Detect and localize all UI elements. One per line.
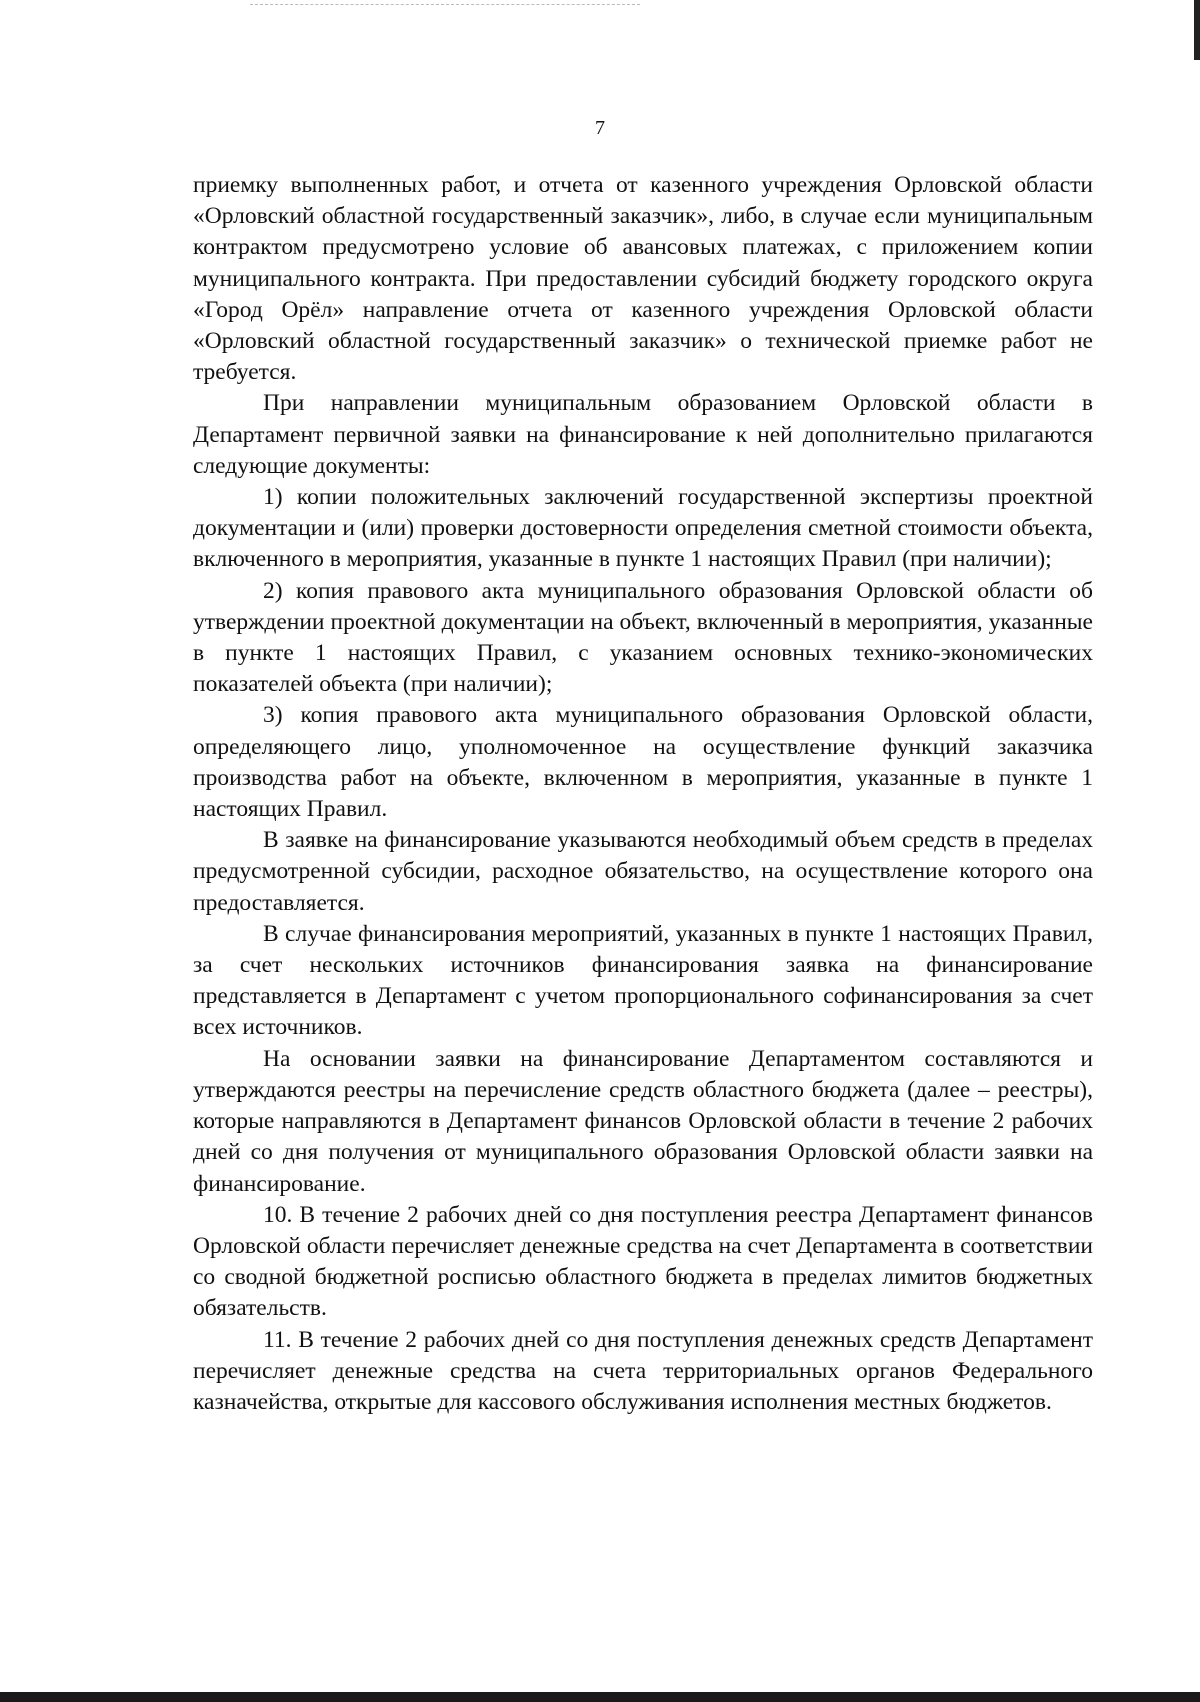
scan-artifact-bottom-bar [0, 1692, 1200, 1702]
page-number: 7 [595, 117, 605, 139]
paragraph-primary-application: При направлении муниципальным образованием Орловской области в Департамент первичной заявки на финансирование к ней дополнительно прилагаются следующие документы: [193, 390, 1093, 479]
list-item-1: 1) копии положительных заключений государственной экспертизы проектной документации и (или) проверки достоверности определения сметной стоимости объекта, включенного в мероприятия, указанные в пункте 1 настоящих Правил (при наличии); [193, 484, 1093, 573]
paragraph-clause-10: 10. В течение 2 рабочих дней со дня поступления реестра Департамент финансов Орловской области перечисляет денежные средства на счет Департамента в соответствии со сводной бюджетной росписью областного бюджета в пределах лимитов бюджетных обязательств. [193, 1201, 1093, 1322]
paragraph-application-contents: В заявке на финансирование указываются необходимый объем средств в пределах предусмотренной субсидии, расходное обязательство, на осуществление которого она предоставляется. [193, 827, 1093, 916]
paragraph-continuation: приемку выполненных работ, и отчета от казенного учреждения Орловской области «Орловский областной государственный заказчик», либо, в случае если муниципальным контрактом предусмотрено условие об авансовых платежах, с приложением копии муниципального контракта. При предоставлении субсидий бюджету городского округа «Город Орёл» направление отчета от казенного учреждения Орловской области «Орловский областной государственный заказчик» о технической приемке работ не требуется. [193, 172, 1093, 386]
document-body [193, 170, 1093, 1418]
paragraph-clause-11: 11. В течение 2 рабочих дней со дня поступления денежных средств Департамент перечисляет денежные средства на счета территориальных органов Федерального казначейства, открытые для кассового обслуживания исполнения местных бюджетов. [193, 1326, 1093, 1415]
paragraph-multiple-sources: В случае финансирования мероприятий, указанных в пункте 1 настоящих Правил, за счет нескольких источников финансирования заявка на финансирование представляется в Департамент с учетом пропорционального софинансирования за счет всех источников. [193, 920, 1093, 1041]
scan-artifact-top-line [250, 4, 640, 5]
list-item-2: 2) копия правового акта муниципального образования Орловской области об утверждении проектной документации на объект, включенный в мероприятия, указанные в пункте 1 настоящих Правил, с указанием основных технико-экономических показателей объекта (при наличии); [193, 577, 1093, 698]
list-item-3: 3) копия правового акта муниципального образования Орловской области, определяющего лицо, уполномоченное на осуществление функций заказчика производства работ на объекте, включенном в мероприятия, указанные в пункте 1 настоящих Правил. [193, 702, 1093, 823]
paragraph-registers: На основании заявки на финансирование Департаментом составляются и утверждаются реестры на перечисление средств областного бюджета (далее – реестры), которые направляются в Департамент финансов Орловской области в течение 2 рабочих дней со дня получения от муниципального образования Орловской области заявки на финансирование. [193, 1045, 1093, 1197]
scan-artifact-right-edge [1194, 0, 1200, 60]
